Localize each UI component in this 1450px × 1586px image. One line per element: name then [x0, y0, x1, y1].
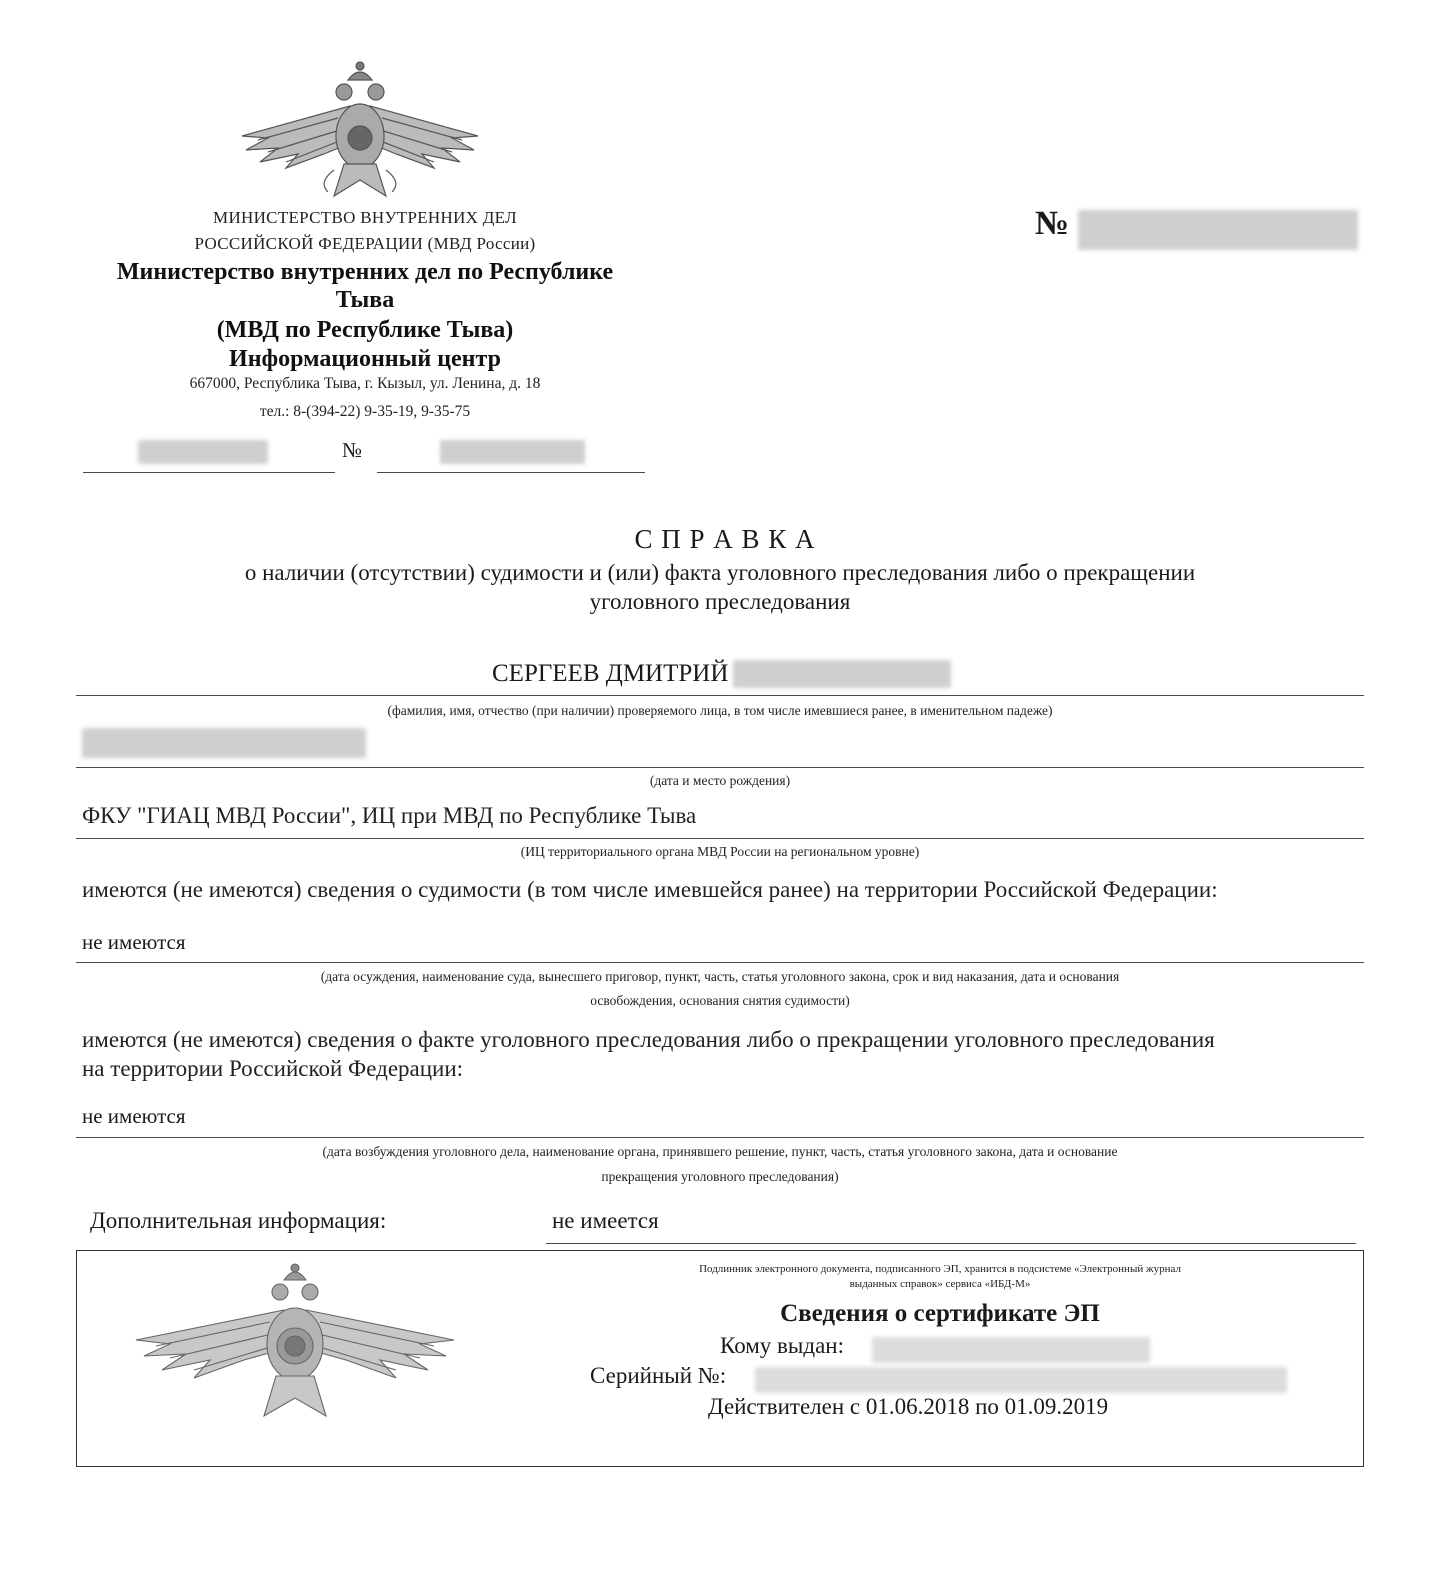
redacted-outgoing-number	[440, 440, 585, 464]
certificate-serial-label: Серийный №:	[590, 1363, 727, 1388]
number-underline	[377, 472, 645, 473]
document-heading: С П Р А В К А	[634, 524, 816, 554]
redacted-date	[138, 440, 268, 464]
phone: тел.: 8-(394-22) 9-35-19, 9-35-75	[259, 403, 471, 420]
document-subtitle-line2: уголовного преследования	[589, 589, 851, 614]
issuer-caption: (ИЦ территориального органа МВД России на региональном уровне)	[520, 844, 920, 859]
certificate-title: Сведения о сертификате ЭП	[780, 1300, 1100, 1327]
redacted-patronymic	[733, 660, 951, 688]
redacted-certificate-owner	[872, 1337, 1150, 1363]
name-underline	[76, 695, 1364, 696]
center-name: Информационный центр	[229, 346, 501, 372]
name-caption: (фамилия, имя, отчество (при наличии) проверяемого лица, в том числе имевшиеся ранее, в именительном падеже)	[387, 703, 1053, 718]
issuer-underline	[76, 838, 1364, 839]
signature-note-line1: Подлинник электронного документа, подписанного ЭП, хранится в подсистеме «Электронный журнал	[699, 1263, 1181, 1275]
convictions-underline	[76, 962, 1364, 963]
convictions-value: не имеются	[82, 930, 186, 954]
ministry-line2: РОССИЙСКОЙ ФЕДЕРАЦИИ (МВД России)	[194, 234, 536, 253]
mvd-emblem-top	[238, 58, 482, 202]
document-number-sign: №	[1035, 205, 1070, 242]
ministry-line1: МИНИСТЕРСТВО ВНУТРЕННИХ ДЕЛ	[213, 208, 517, 227]
certificate-issued-to-label: Кому выдан:	[720, 1333, 844, 1358]
regional-line3: (МВД по Республике Тыва)	[216, 317, 514, 343]
birth-caption: (дата и место рождения)	[649, 773, 791, 788]
issuer-value: ФКУ "ГИАЦ МВД России", ИЦ при МВД по Республике Тыва	[82, 803, 697, 828]
convictions-statement: имеются (не имеются) сведения о судимости (в том числе имевшейся ранее) на территории Российской Федерации:	[82, 877, 1218, 902]
double-headed-eagle-icon	[134, 1260, 456, 1420]
convictions-caption-line1: (дата осуждения, наименование суда, вынесшего приговор, пункт, часть, статья уголовного закона, срок и вид наказания, дата и основания	[320, 969, 1120, 984]
prosecution-underline	[76, 1137, 1364, 1138]
convictions-caption-line2: освобождения, основания снятия судимости)	[590, 993, 850, 1008]
mvd-emblem-bottom	[134, 1260, 456, 1420]
additional-info-value: не имеется	[552, 1208, 659, 1233]
double-headed-eagle-icon	[238, 58, 482, 202]
date-underline	[83, 472, 335, 473]
additional-info-underline	[546, 1243, 1356, 1244]
address: 667000, Республика Тыва, г. Кызыл, ул. Ленина, д. 18	[189, 375, 541, 392]
prosecution-statement-line2: на территории Российской Федерации:	[82, 1056, 464, 1081]
regional-line1: Министерство внутренних дел по Республике	[116, 259, 614, 285]
redacted-certificate-serial	[755, 1367, 1287, 1393]
regional-line2: Тыва	[335, 287, 395, 313]
redacted-document-number	[1078, 210, 1358, 250]
prosecution-value: не имеются	[82, 1104, 186, 1128]
redacted-birth-info	[82, 728, 366, 758]
certificate-validity: Действителен с 01.06.2018 по 01.09.2019	[708, 1394, 1109, 1419]
birth-underline	[76, 767, 1364, 768]
additional-info-label: Дополнительная информация:	[90, 1208, 387, 1233]
prosecution-statement-line1: имеются (не имеются) сведения о факте уголовного преследования либо о прекращении уголовного преследования	[82, 1027, 1215, 1052]
prosecution-caption-line2: прекращения уголовного преследования)	[601, 1169, 839, 1184]
signature-note-line2: выданных справок» сервиса «ИБД-М»	[849, 1278, 1031, 1290]
prosecution-caption-line1: (дата возбуждения уголовного дела, наименование органа, принявшего решение, пункт, часть, статья уголовного закона, дата и основание	[322, 1144, 1118, 1159]
person-name: СЕРГЕЕВ ДМИТРИЙ	[492, 660, 729, 687]
document-subtitle-line1: о наличии (отсутствии) судимости и (или) факта уголовного преследования либо о прекращении	[244, 560, 1196, 585]
outgoing-number-sign: №	[342, 438, 363, 462]
